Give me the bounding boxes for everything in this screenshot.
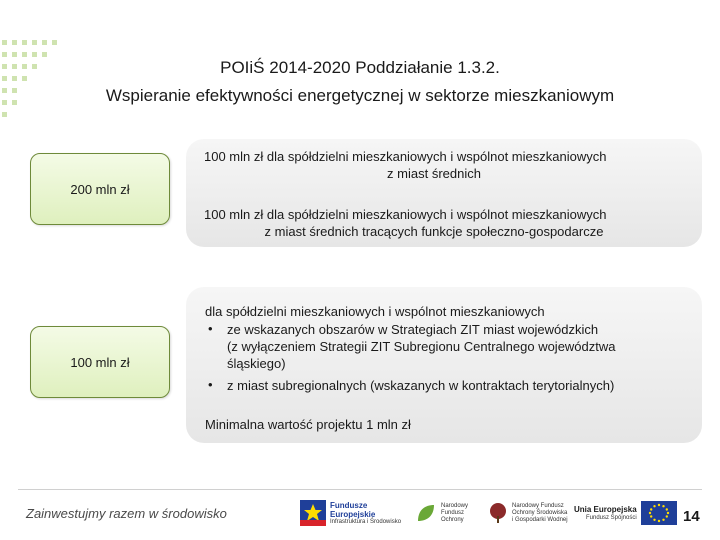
eu-flag-icon [641,501,677,525]
eligibility-bullet-2: z miast subregionalnych (wskazanych w kontraktach terytorialnych) [227,378,615,393]
logo1-line1: Fundusze [330,500,368,510]
amount-box-100 [30,326,170,398]
slide-subtitle: Wspieranie efektywności energetycznej w sektorze mieszkaniowym [105,86,615,105]
eligibility-bullet-1-line3: śląskiego) [227,356,286,371]
logo4-line1: Unia Europejska [574,504,637,514]
slide-title: POIiŚ 2014-2020 Poddziałanie 1.3.2. [220,58,500,77]
footer-slogan: Zainwestujmy razem w środowisko [26,506,227,521]
amount-box-200 [30,153,170,225]
logo1-line2: Europejskie [330,509,376,519]
allocation-item-1-line2: z miast średnich [387,166,481,181]
logo3-line2: Ochrony Środowiska [512,509,568,516]
allocation-item-1-line1: 100 mln zł dla spółdzielni mieszkaniowych i wspólnot mieszkaniowych [204,149,607,164]
bullet-2: • [208,377,213,392]
footer-divider [18,489,702,490]
amount-label: 100 mln zł [70,354,130,370]
allocation-item-2-line2: z miast średnich tracących funkcje społeczno-gospodarcze [264,224,604,239]
logo2-line3: Ochrony [441,516,464,523]
minimum-project-value: Minimalna wartość projektu 1 mln zł [205,417,411,432]
logo2-line2: Fundusz [441,509,465,516]
logo-nfos [414,494,468,532]
allocation-item-1 [204,148,664,182]
eligibility-bullet-1 [227,321,697,372]
eligibility-bullet-1-line2: (z wyłączeniem Strategii ZIT Subregionu Centralnego województwa [227,339,616,354]
logo3-line3: i Gospodarki Wodnej [512,516,568,523]
decorative-dot-pattern [0,38,70,128]
amount-label: 200 mln zł [70,181,130,197]
eligibility-bullet-1-line1: ze wskazanych obszarów w Strategiach ZIT miast wojewódzkich [227,322,599,337]
allocation-item-2-line1: 100 mln zł dla spółdzielni mieszkaniowych i wspólnot mieszkaniowych [204,207,607,222]
page-number: 14 [683,508,700,525]
logo1-line3: Infrastruktura i Środowisko [330,518,402,525]
fe-star-icon [300,500,326,526]
logo2-line1: Narodowy [441,502,469,509]
bullet-1: • [208,321,213,336]
logo-fundusze-europejskie [300,494,401,532]
tree-icon [487,502,509,524]
eligibility-intro: dla spółdzielni mieszkaniowych i wspólnot mieszkaniowych [205,304,545,319]
leaf-icon [414,501,438,525]
logo4-line2: Fundusz Spójności [585,514,637,521]
allocation-item-2 [204,206,664,240]
logo-unia-europejska [574,494,677,532]
logo-nfosigw [487,494,568,532]
logo3-line1: Narodowy Fundusz [512,502,564,509]
